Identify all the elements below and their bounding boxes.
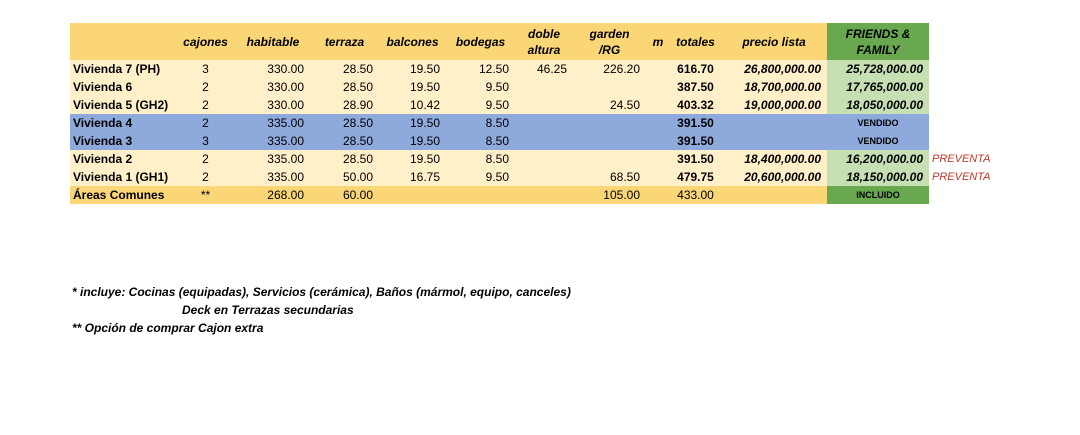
cell-precio-lista <box>721 114 827 132</box>
cell-bodegas: 12.50 <box>446 60 515 78</box>
header-garden-line2: /RG <box>598 42 621 57</box>
cell-status-note <box>929 78 992 96</box>
cell-cajones: 2 <box>175 168 236 186</box>
note-3: ** Opción de comprar Cajon extra <box>72 321 264 335</box>
header-doble-altura <box>515 23 573 60</box>
cell-name: Vivienda 7 (PH) <box>70 60 175 78</box>
cell-totales: 403.32 <box>670 96 721 114</box>
cell-status-note <box>929 96 992 114</box>
header-terraza: terraza <box>310 23 379 60</box>
header-friends-family <box>827 23 929 60</box>
cell-habitable: 335.00 <box>236 168 310 186</box>
header-garden-line1: garden <box>589 26 630 41</box>
cell-status-note: PREVENTA <box>929 150 992 168</box>
cell-name: Vivienda 3 <box>70 132 175 150</box>
cell-balcones: 19.50 <box>379 60 446 78</box>
header-row <box>70 23 992 60</box>
cell-habitable: 330.00 <box>236 96 310 114</box>
cell-name: Áreas Comunes <box>70 186 175 204</box>
cell-friends-family: 18,150,000.00 <box>827 168 929 186</box>
cell-habitable: 330.00 <box>236 60 310 78</box>
cell-terraza: 28.50 <box>310 78 379 96</box>
cell-doble-altura <box>515 114 573 132</box>
cell-cajones: ** <box>175 186 236 204</box>
cell-m <box>646 150 670 168</box>
header-name <box>70 23 175 60</box>
cell-doble-altura <box>515 150 573 168</box>
cell-status-note: PREVENTA <box>929 168 992 186</box>
cell-m <box>646 114 670 132</box>
cell-terraza: 28.50 <box>310 132 379 150</box>
cell-bodegas: 8.50 <box>446 114 515 132</box>
cell-terraza: 28.50 <box>310 60 379 78</box>
cell-friends-family: VENDIDO <box>827 114 929 132</box>
header-doble-line2: altura <box>527 42 561 57</box>
cell-precio-lista: 26,800,000.00 <box>721 60 827 78</box>
table-row <box>70 168 992 186</box>
cell-terraza: 28.50 <box>310 114 379 132</box>
cell-bodegas: 8.50 <box>446 150 515 168</box>
header-totales: totales <box>670 23 721 60</box>
cell-habitable: 268.00 <box>236 186 310 204</box>
cell-balcones: 19.50 <box>379 150 446 168</box>
cell-doble-altura <box>515 186 573 204</box>
cell-cajones: 3 <box>175 60 236 78</box>
cell-cajones: 2 <box>175 114 236 132</box>
cell-m <box>646 132 670 150</box>
note-1: * incluye: Cocinas (equipadas), Servicios (cerámica), Baños (mármol, equipo, canceles) <box>72 285 571 299</box>
cell-m <box>646 78 670 96</box>
cell-balcones: 19.50 <box>379 132 446 150</box>
cell-name: Vivienda 1 (GH1) <box>70 168 175 186</box>
cell-doble-altura: 46.25 <box>515 60 573 78</box>
header-m: m <box>646 23 670 60</box>
cell-precio-lista: 18,400,000.00 <box>721 150 827 168</box>
table-row <box>70 78 992 96</box>
cell-status-note <box>929 186 992 204</box>
header-balcones: balcones <box>379 23 446 60</box>
units-table <box>70 23 992 204</box>
cell-friends-family: VENDIDO <box>827 132 929 150</box>
table-row <box>70 60 992 78</box>
cell-garden: 226.20 <box>573 60 646 78</box>
header-precio-lista: precio lista <box>721 23 827 60</box>
cell-friends-family: 17,765,000.00 <box>827 78 929 96</box>
cell-terraza: 60.00 <box>310 186 379 204</box>
cell-friends-family: INCLUIDO <box>827 186 929 204</box>
cell-m <box>646 60 670 78</box>
cell-name: Vivienda 5 (GH2) <box>70 96 175 114</box>
cell-habitable: 335.00 <box>236 150 310 168</box>
cell-precio-lista: 18,700,000.00 <box>721 78 827 96</box>
cell-friends-family: 25,728,000.00 <box>827 60 929 78</box>
cell-m <box>646 186 670 204</box>
cell-garden <box>573 150 646 168</box>
header-cajones: cajones <box>175 23 236 60</box>
cell-cajones: 2 <box>175 150 236 168</box>
cell-m <box>646 168 670 186</box>
cell-doble-altura <box>515 78 573 96</box>
header-ff-line2: FAMILY <box>856 42 900 57</box>
spreadsheet <box>70 23 992 204</box>
cell-precio-lista <box>721 186 827 204</box>
cell-habitable: 335.00 <box>236 114 310 132</box>
cell-name: Vivienda 2 <box>70 150 175 168</box>
cell-bodegas: 8.50 <box>446 132 515 150</box>
header-bodegas: bodegas <box>446 23 515 60</box>
cell-bodegas: 9.50 <box>446 78 515 96</box>
cell-precio-lista <box>721 132 827 150</box>
cell-cajones: 2 <box>175 78 236 96</box>
cell-terraza: 50.00 <box>310 168 379 186</box>
cell-totales: 479.75 <box>670 168 721 186</box>
table-row <box>70 96 992 114</box>
table-row <box>70 150 992 168</box>
table-row <box>70 114 992 132</box>
header-doble-line1: doble <box>528 26 560 41</box>
header-garden <box>573 23 646 60</box>
cell-habitable: 335.00 <box>236 132 310 150</box>
cell-friends-family: 16,200,000.00 <box>827 150 929 168</box>
header-habitable: habitable <box>236 23 310 60</box>
cell-cajones: 3 <box>175 132 236 150</box>
cell-totales: 433.00 <box>670 186 721 204</box>
cell-cajones: 2 <box>175 96 236 114</box>
cell-friends-family: 18,050,000.00 <box>827 96 929 114</box>
cell-habitable: 330.00 <box>236 78 310 96</box>
header-ff-line1: FRIENDS & <box>845 26 911 41</box>
cell-garden: 68.50 <box>573 168 646 186</box>
cell-garden: 105.00 <box>573 186 646 204</box>
cell-terraza: 28.50 <box>310 150 379 168</box>
cell-precio-lista: 19,000,000.00 <box>721 96 827 114</box>
cell-precio-lista: 20,600,000.00 <box>721 168 827 186</box>
cell-garden <box>573 78 646 96</box>
cell-doble-altura <box>515 168 573 186</box>
note-2: Deck en Terrazas secundarias <box>182 303 354 317</box>
cell-balcones: 19.50 <box>379 114 446 132</box>
cell-doble-altura <box>515 132 573 150</box>
cell-balcones: 16.75 <box>379 168 446 186</box>
cell-bodegas: 9.50 <box>446 96 515 114</box>
cell-m <box>646 96 670 114</box>
cell-status-note <box>929 60 992 78</box>
notes <box>72 283 571 337</box>
cell-garden: 24.50 <box>573 96 646 114</box>
cell-name: Vivienda 4 <box>70 114 175 132</box>
cell-totales: 391.50 <box>670 132 721 150</box>
cell-terraza: 28.90 <box>310 96 379 114</box>
cell-garden <box>573 114 646 132</box>
cell-totales: 391.50 <box>670 150 721 168</box>
table-row <box>70 132 992 150</box>
cell-balcones: 19.50 <box>379 78 446 96</box>
cell-totales: 616.70 <box>670 60 721 78</box>
cell-doble-altura <box>515 96 573 114</box>
cell-totales: 391.50 <box>670 114 721 132</box>
cell-balcones: 10.42 <box>379 96 446 114</box>
cell-status-note <box>929 114 992 132</box>
cell-status-note <box>929 132 992 150</box>
cell-garden <box>573 132 646 150</box>
cell-name: Vivienda 6 <box>70 78 175 96</box>
cell-totales: 387.50 <box>670 78 721 96</box>
cell-balcones <box>379 186 446 204</box>
cell-bodegas <box>446 186 515 204</box>
table-row <box>70 186 992 204</box>
cell-bodegas: 9.50 <box>446 168 515 186</box>
header-blank <box>929 23 992 60</box>
